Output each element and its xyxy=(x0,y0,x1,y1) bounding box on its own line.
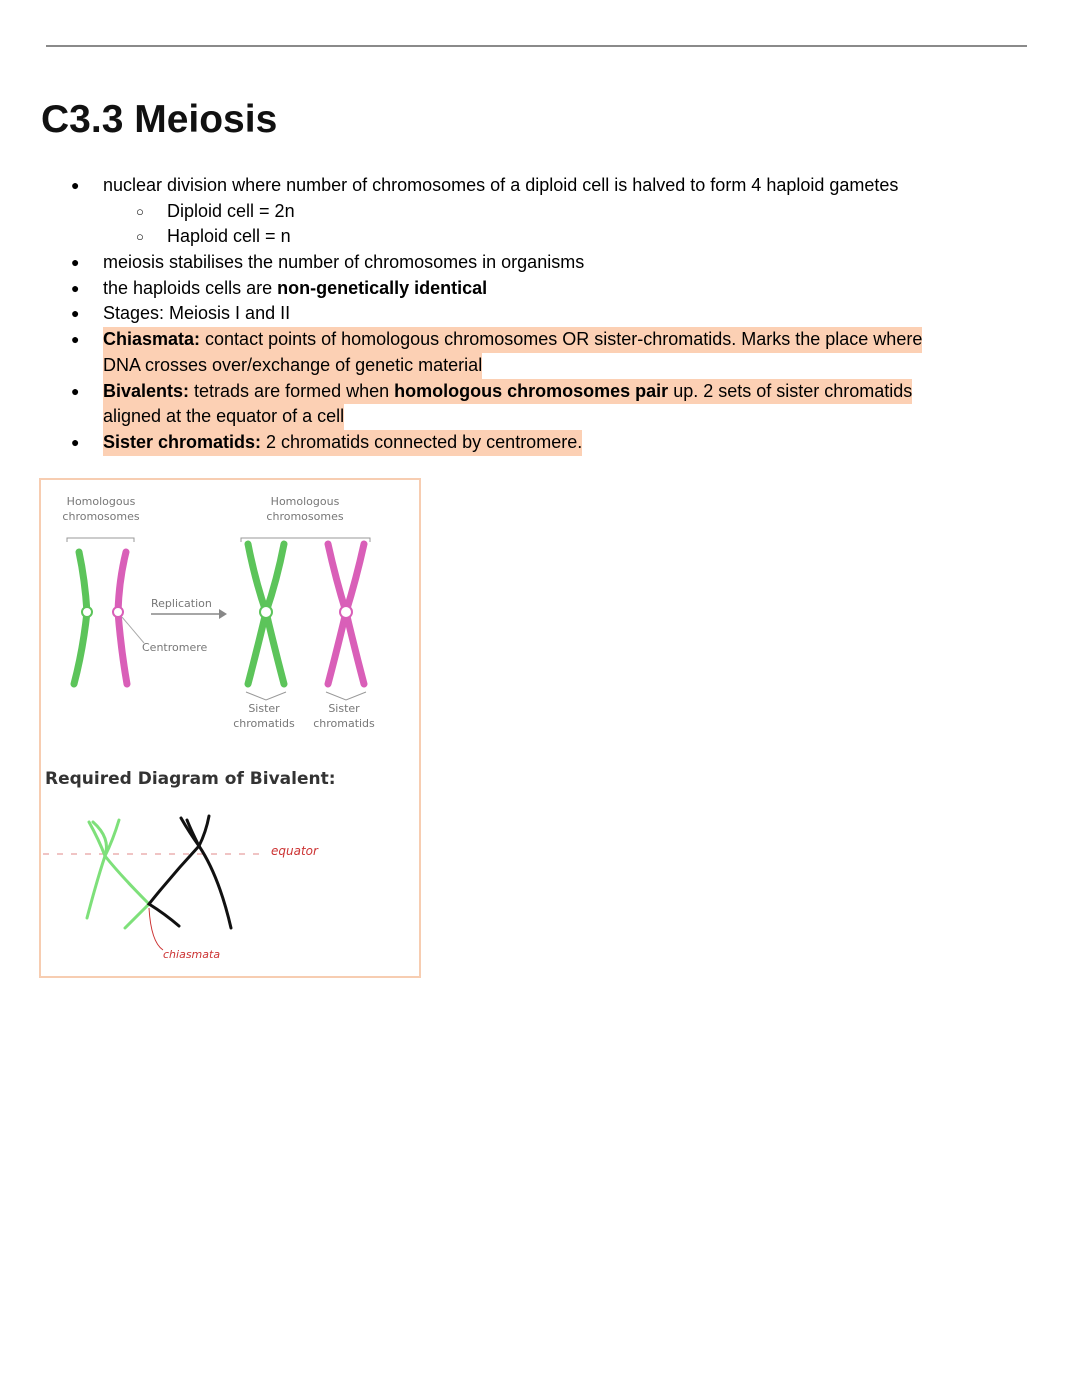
homologous-label-right: Homologous xyxy=(270,495,340,508)
required-diagram-heading: Required Diagram of Bivalent: xyxy=(45,769,336,789)
bullet-icon: ● xyxy=(71,177,80,193)
replication-label: Replication xyxy=(151,597,212,610)
list-item: ○ Diploid cell = 2n xyxy=(0,199,1080,225)
sister-label-1: Sister xyxy=(248,702,280,715)
equator-label: equator xyxy=(271,844,318,858)
list-item: ○ Haploid cell = n xyxy=(0,224,1080,250)
list-item: ● the haploids cells are non-genetically identical xyxy=(0,276,1080,302)
list-item: ● nuclear division where number of chromosomes of a diploid cell is halved to form 4 haploid gametes xyxy=(0,173,1080,199)
list-item-continuation: aligned at the equator of a cell xyxy=(0,404,1080,430)
chromosome-figure xyxy=(39,478,421,978)
arrow-head-icon xyxy=(219,609,227,619)
hollow-bullet-icon: ○ xyxy=(136,229,144,245)
chiasmata-pointer xyxy=(149,908,163,950)
bracket-right xyxy=(241,538,370,542)
centromere-dot xyxy=(340,606,352,618)
sister-label-2: Sister xyxy=(328,702,360,715)
bullet-icon: ● xyxy=(71,331,80,348)
centromere-label: Centromere xyxy=(142,641,208,654)
homologous-label-right-2: chromosomes xyxy=(266,510,344,523)
green-chromosome xyxy=(74,552,87,684)
list-item-continuation: DNA crosses over/exchange of genetic material xyxy=(0,353,1080,379)
centromere-dot xyxy=(82,607,92,617)
bullet-icon: ● xyxy=(71,279,80,296)
page-title: C3.3 Meiosis xyxy=(41,98,278,141)
bullet-icon: ● xyxy=(71,305,80,322)
bracket-left xyxy=(67,538,134,542)
hollow-bullet-icon: ○ xyxy=(136,203,144,219)
sister-label-1b: chromatids xyxy=(233,717,295,730)
sister-bracket-2 xyxy=(326,692,366,700)
chromosome-diagram xyxy=(41,480,421,978)
list-item xyxy=(0,379,1080,405)
list-item xyxy=(0,327,1080,353)
bullet-icon: ● xyxy=(71,254,80,271)
centromere-dot xyxy=(260,606,272,618)
centromere-pointer xyxy=(122,617,144,643)
highlighted-text: Chiasmata: contact points of homologous chromosomes OR sister-chromatids. Marks the place where xyxy=(103,327,922,353)
bivalent-black xyxy=(149,816,231,928)
centromere-dot xyxy=(113,607,123,617)
top-divider xyxy=(46,45,1027,47)
homologous-label-left: Homologous xyxy=(66,495,136,508)
sister-label-2b: chromatids xyxy=(313,717,375,730)
list-item xyxy=(0,430,1080,456)
list-item: ● meiosis stabilises the number of chromosomes in organisms xyxy=(0,250,1080,276)
highlighted-text: Bivalents: tetrads are formed when homologous chromosomes pair up. 2 sets of sister chromatids xyxy=(103,379,912,405)
homologous-label-left-2: chromosomes xyxy=(62,510,140,523)
highlighted-text: Sister chromatids: 2 chromatids connected by centromere. xyxy=(103,430,582,456)
notes-list xyxy=(0,173,1080,456)
bullet-icon: ● xyxy=(71,433,80,450)
list-item: ● Stages: Meiosis I and II xyxy=(0,301,1080,327)
sister-bracket-1 xyxy=(246,692,286,700)
bullet-icon: ● xyxy=(71,382,80,399)
bivalent-green xyxy=(87,820,149,928)
chiasmata-label: chiasmata xyxy=(163,948,221,961)
